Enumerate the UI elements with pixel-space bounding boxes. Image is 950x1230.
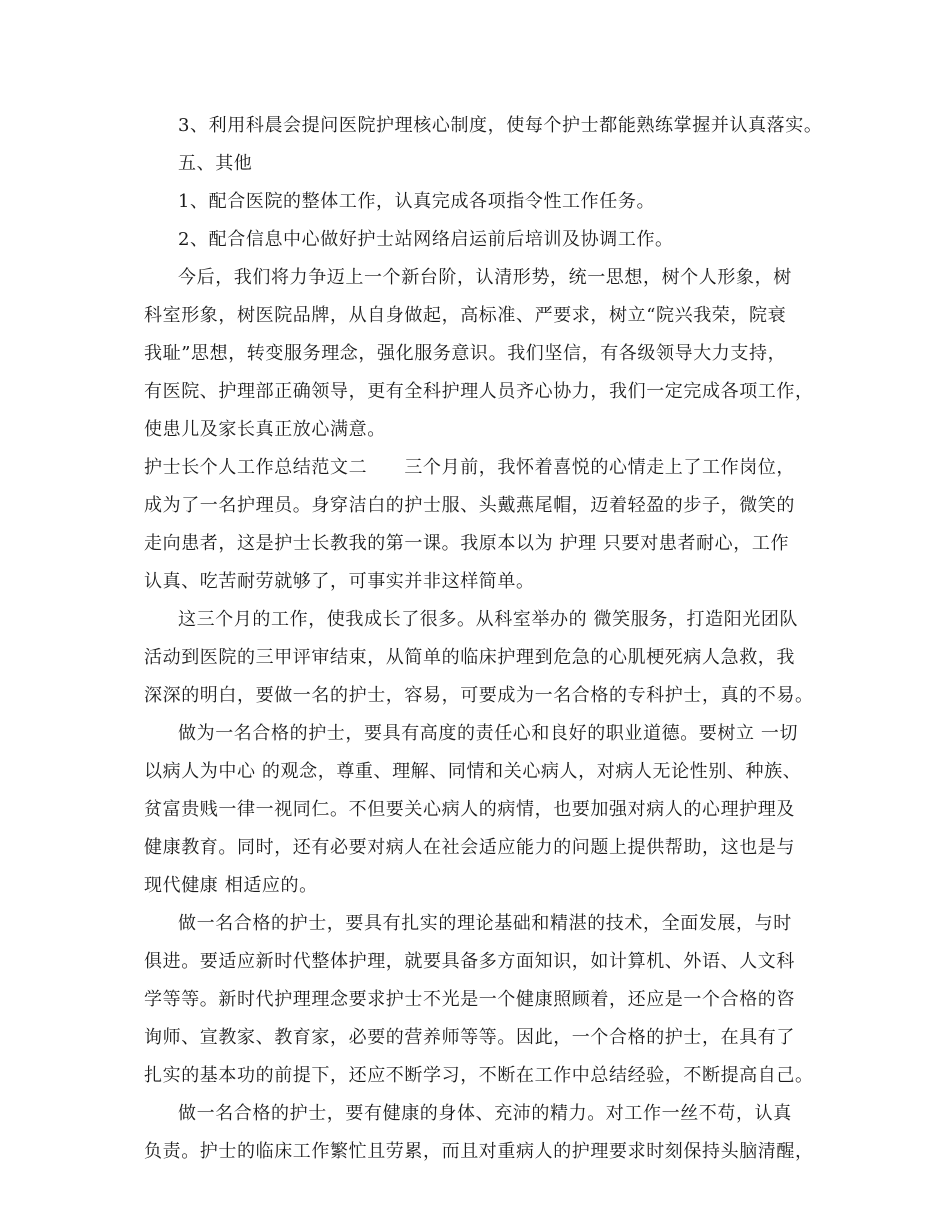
text-line: 询师、宣教家、教育家，必要的营养师等等。因此，一个合格的护士，在具有了: [144, 1027, 795, 1048]
text-line: 科室形象，树医院品牌，从自身做起，高标准、严要求，树立“院兴我荣，院衰: [144, 305, 787, 326]
text-line: 有医院、护理部正确领导，更有全科护理人员齐心协力，我们一定完成各项工作，: [144, 381, 814, 402]
text-line: 俱进。要适应新时代整体护理，就要具备多方面知识，如计算机、外语、人文科: [144, 951, 795, 972]
text-line: 健康教育。同时，还有必要对病人在社会适应能力的问题上提供帮助，这也是与: [144, 837, 795, 858]
text-line: 做一名合格的护士，要具有扎实的理论基础和精湛的技术，全面发展，与时: [178, 913, 792, 934]
title-line: 护士长个人工作总结范文二 三个月前，我怀着喜悦的心情走上了工作岗位，: [144, 457, 795, 478]
text-line: 成为了一名护理员。身穿洁白的护士服、头戴燕尾帽，迈着轻盈的步子，微笑的: [144, 495, 795, 516]
text-line: 做一名合格的护士，要有健康的身体、充沛的精力。对工作一丝不苟，认真: [178, 1103, 792, 1124]
text-line: 负责。护士的临床工作繁忙且劳累，而且对重病人的护理要求时刻保持头脑清醒，: [144, 1141, 814, 1162]
section-heading: 五、其他: [178, 153, 253, 174]
text-line: 走向患者，这是护士长教我的第一课。我原本以为 护理 只要对患者耐心，工作: [144, 533, 790, 554]
text-line: 活动到医院的三甲评审结束，从简单的临床护理到危急的心肌梗死病人急救，我: [144, 647, 795, 668]
text-line: 深深的明白，要做一名的护士，容易，可要成为一名合格的专科护士，真的不易。: [144, 685, 814, 706]
text-line: 认真、吃苦耐劳就够了，可事实并非这样简单。: [144, 571, 535, 592]
text-line: 3、利用科晨会提问医院护理核心制度，使每个护士都能熟练掌握并认真落实。: [178, 115, 823, 136]
text-line: 现代健康 相适应的。: [144, 875, 318, 896]
text-line: 使患儿及家长真正放心满意。: [144, 419, 386, 440]
text-line: 今后，我们将力争迈上一个新台阶，认清形势，统一思想，树个人形象，树: [178, 267, 792, 288]
text-line: 贫富贵贱一律一视同仁。不但要关心病人的病情，也要加强对病人的心理护理及: [144, 799, 795, 820]
text-line: 2、配合信息中心做好护士站网络启运前后培训及协调工作。: [178, 229, 674, 250]
text-line: 我耻”思想，转变服务理念，强化服务意识。我们坚信，有各级领导大力支持，: [144, 343, 787, 364]
text-line: 这三个月的工作，使我成长了很多。从科室举办的 微笑服务，打造阳光团队: [178, 609, 799, 630]
text-line: 以病人为中心 的观念，尊重、理解、同情和关心病人，对病人无论性别、种族、: [144, 761, 802, 782]
text-line: 做为一名合格的护士，要具有高度的责任心和良好的职业道德。要树立 一切: [178, 723, 799, 744]
text-line: 扎实的基本功的前提下，还应不断学习，不断在工作中总结经验，不断提高自己。: [144, 1065, 814, 1086]
text-line: 1、配合医院的整体工作，认真完成各项指令性工作任务。: [178, 191, 656, 212]
text-line: 学等等。新时代护理理念要求护士不光是一个健康照顾着，还应是一个合格的咨: [144, 989, 795, 1010]
